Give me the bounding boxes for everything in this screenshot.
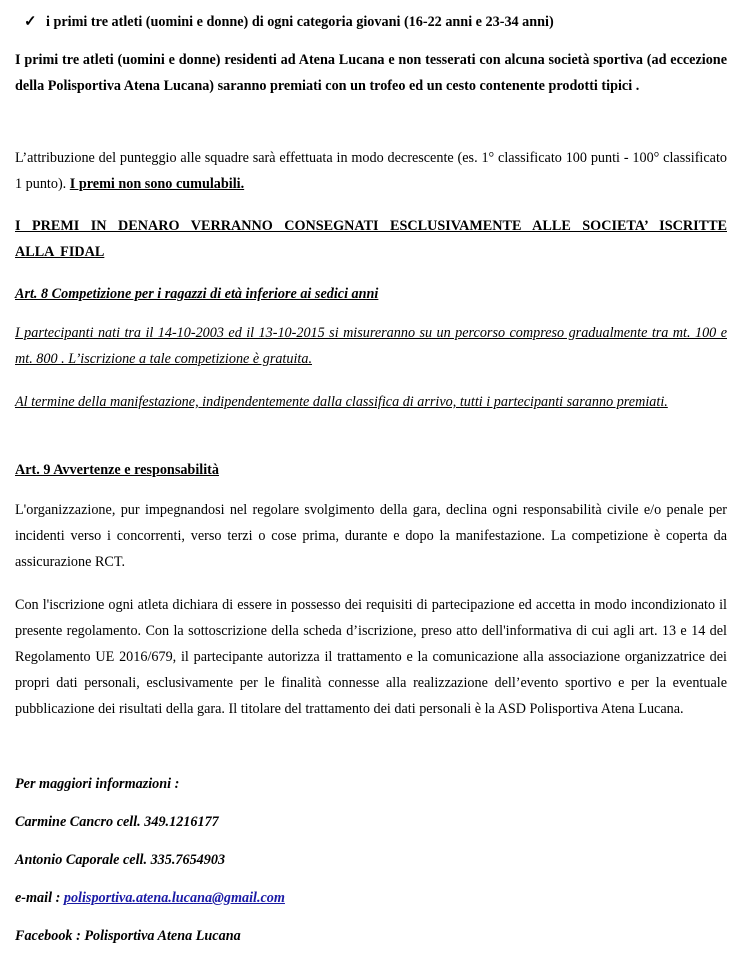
contacts-intro: Per maggiori informazioni : (15, 776, 180, 792)
art8-p2-text: Al termine della manifestazione, indipendentemente dalla classifica di arrivo, tutti i partecipanti saranno premiati. (15, 394, 668, 410)
contact-person-1: Carmine Cancro cell. 349.1216177 (15, 814, 219, 830)
email-link[interactable]: polisportiva.atena.lucana@gmail.com (63, 890, 285, 906)
checkmark-icon: ✓ (24, 14, 37, 30)
art8-p1-text: I partecipanti nati tra il 14-10-2003 ed il 13-10-2015 si misureranno su un percorso compreso gradualmente tra mt. 100 e mt. 800 . L’iscrizione a tale competizione è gratuita. (15, 325, 727, 367)
checklist-item (24, 12, 554, 32)
cash-prizes-paragraph (15, 213, 727, 265)
contact-person-2: Antonio Caporale cell. 335.7654903 (15, 852, 226, 868)
residents-text: I primi tre atleti (uomini e donne) residenti ad Atena Lucana e non tesserati con alcuna società sportiva (ad eccezione della Polisportiva Atena Lucana) saranno premiati con un trofeo ed un cesto contenente prodotti tipici . (15, 52, 727, 94)
checklist-item-text: i primi tre atleti (uomini e donne) di ogni categoria giovani (16-22 anni e 23-34 anni) (46, 14, 554, 30)
art8-heading (15, 281, 727, 307)
residents-paragraph (15, 47, 727, 99)
scoring-text: L’attribuzione del punteggio alle squadre sarà effettuata in modo decrescente (es. 1° classificato 100 punti - 100° classificato 1 punto). (15, 150, 727, 192)
scoring-paragraph (15, 145, 727, 197)
email-label: e-mail : (15, 890, 64, 906)
art8-heading-text: Art. 8 Competizione per i ragazzi di età inferiore ai sedici anni (15, 286, 379, 302)
contact-facebook: Facebook : Polisportiva Atena Lucana (15, 928, 241, 944)
art9-p1-text: L'organizzazione, pur impegnandosi nel regolare svolgimento della gara, declina ogni responsabilità civile e/o penale per incidenti verso i concorrenti, verso terzi o cose prima, durante e dopo la manifestazione. La competizione è coperta da assicurazione RCT. (15, 502, 727, 570)
cash-prizes-text: I PREMI IN DENARO VERRANNO CONSEGNATI ESCLUSIVAMENTE ALLE SOCIETA’ ISCRITTE ALLA FIDAL (15, 218, 727, 260)
art8-paragraph-1 (15, 320, 727, 372)
art9-paragraph-2 (15, 592, 727, 722)
contact-email-row (15, 888, 727, 908)
art9-paragraph-1 (15, 497, 727, 575)
art8-paragraph-2 (15, 389, 727, 415)
art9-p2-text: Con l'iscrizione ogni atleta dichiara di essere in possesso dei requisiti di partecipazione ed accetta in modo incondizionato il presente regolamento. Con la sottoscrizione della scheda d’iscrizione, preso atto dell'informativa di cui agli art. 13 e 14 del Regolamento UE 2016/679, il partecipante autorizza il trattamento e la comunicazione alla associazione organizzatrice dei propri dati personali, esclusivamente per le finalità connesse alla realizzazione dell’evento sportivo e per la eventuale pubblicazione dei risultati della gara. Il titolare del trattamento dei dati personali è la ASD Polisportiva Atena Lucana. (15, 597, 727, 717)
art9-heading-text: Art. 9 Avvertenze e responsabilità (15, 462, 219, 478)
art9-heading (15, 457, 727, 483)
scoring-note: I premi non sono cumulabili. (69, 176, 245, 192)
